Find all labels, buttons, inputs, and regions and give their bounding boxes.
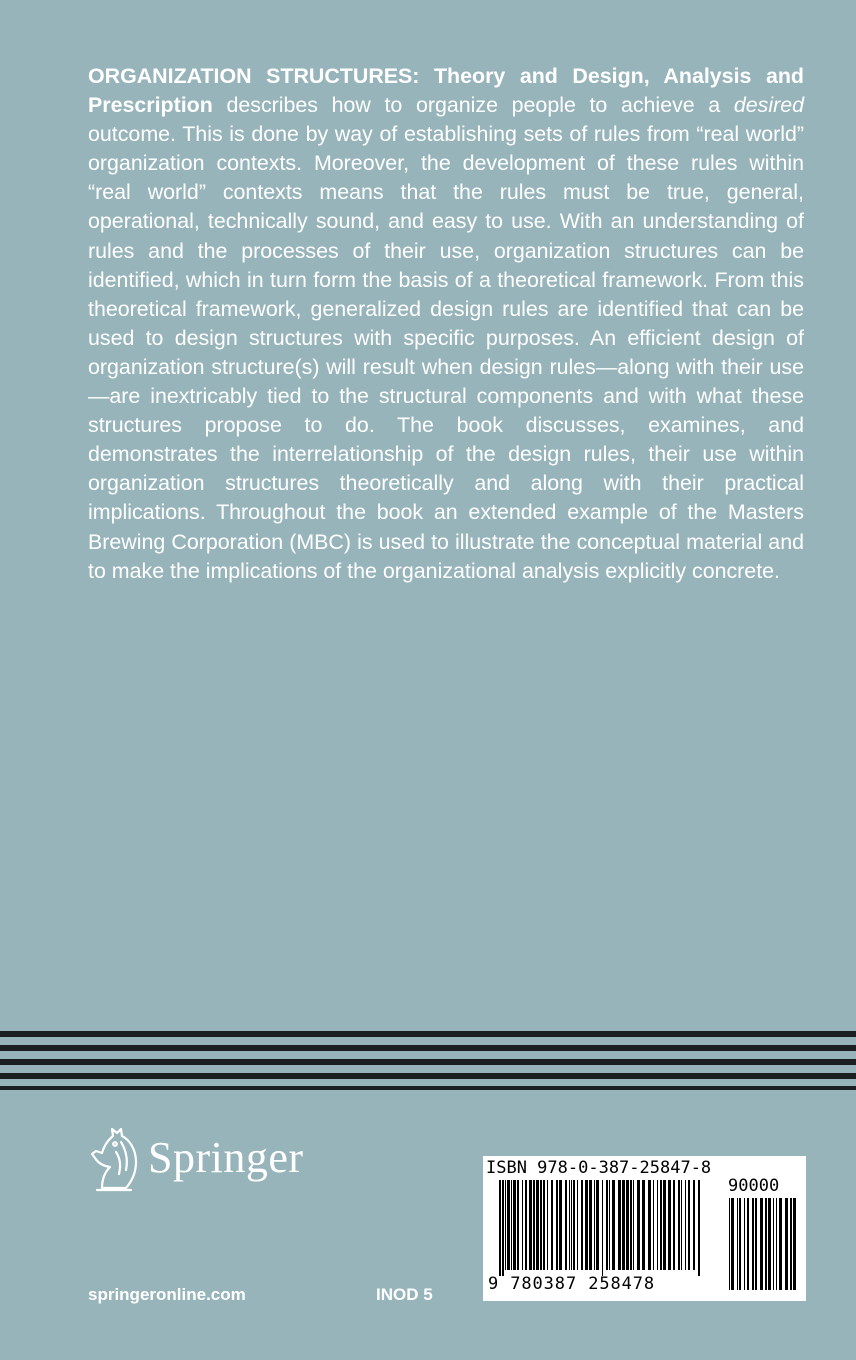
barcode-bar [739, 1198, 741, 1290]
barcode-bar [618, 1180, 621, 1270]
decorative-rule [0, 1059, 856, 1065]
barcode-bar [525, 1180, 527, 1270]
barcode-bar [556, 1180, 558, 1270]
barcode-bar [657, 1180, 658, 1270]
barcode-bar [637, 1180, 640, 1270]
barcode-bar [793, 1198, 796, 1290]
barcode-bar [581, 1180, 583, 1270]
barcode-bar [573, 1180, 575, 1270]
barcode-bar [529, 1180, 532, 1270]
publisher-name: Springer [148, 1133, 304, 1182]
barcode-bar [505, 1180, 506, 1270]
decorative-rule [0, 1086, 856, 1090]
barcode-bar [653, 1180, 654, 1270]
addon-barcode-bars [729, 1198, 797, 1296]
publisher-website: springeronline.com [88, 1285, 246, 1304]
barcode-bar [678, 1180, 680, 1270]
barcode-bar [773, 1198, 774, 1290]
book-description [88, 62, 804, 586]
barcode-bar [768, 1198, 771, 1290]
book-title: ORGANIZATION STRUCTURES: Theory and Design, Analysis and Prescription [88, 64, 804, 118]
barcode-bar [594, 1180, 595, 1270]
barcode-bar [513, 1180, 516, 1270]
barcode-bar [543, 1180, 545, 1270]
barcode-bar [569, 1180, 570, 1270]
description-emphasis: desired [733, 93, 804, 118]
barcode-bar [577, 1180, 578, 1270]
barcode-bar [626, 1180, 629, 1270]
ean-barcode-bars [499, 1180, 703, 1276]
barcode-bar [502, 1180, 504, 1276]
barcode-bar [606, 1180, 608, 1270]
barcode-bar [602, 1180, 603, 1276]
barcode-bar [779, 1198, 782, 1290]
barcode-bar [785, 1198, 788, 1290]
barcode-bar [642, 1180, 645, 1270]
barcode-bar [755, 1198, 757, 1290]
barcode-bar [790, 1198, 792, 1290]
barcode-bar [663, 1180, 666, 1270]
barcode-bar [681, 1180, 682, 1270]
barcode-bar [776, 1198, 777, 1290]
barcode-bar [507, 1180, 510, 1270]
barcode-bar [596, 1180, 599, 1270]
barcode-bar [747, 1198, 749, 1290]
barcode-bar [698, 1180, 700, 1276]
price-code: 90000 [728, 1176, 780, 1196]
barcode-bar [633, 1180, 634, 1270]
isbn-number: ISBN 978-0-387-25847-8 [486, 1158, 712, 1178]
barcode-bar [737, 1198, 738, 1290]
barcode-bar [668, 1180, 671, 1270]
barcode-bar [533, 1180, 535, 1270]
barcode-bar [729, 1198, 730, 1290]
barcode-bar [731, 1198, 734, 1290]
barcode-bar [688, 1180, 690, 1270]
barcode-bar [693, 1180, 695, 1270]
isbn-barcode [483, 1156, 806, 1301]
barcode-bar [752, 1198, 754, 1290]
barcode-bar [499, 1180, 501, 1276]
decorative-rule [0, 1073, 856, 1079]
decorative-rule [0, 1031, 856, 1037]
decorative-rule [0, 1045, 856, 1051]
barcode-bar [609, 1180, 610, 1270]
springer-logo [88, 1126, 328, 1196]
barcode-bar [511, 1180, 512, 1270]
barcode-bar [630, 1180, 632, 1270]
ean-digits: 9 780387 258478 [488, 1274, 656, 1294]
barcode-bar [522, 1180, 523, 1270]
barcode-bar [685, 1180, 686, 1270]
inventory-code: INOD 5 [376, 1285, 433, 1304]
barcode-bar [612, 1180, 615, 1270]
barcode-bar [536, 1180, 539, 1270]
barcode-bar [547, 1180, 548, 1270]
barcode-bar [589, 1180, 592, 1270]
barcode-bar [585, 1180, 588, 1270]
description-part-1: describes how to organize people to achieve a [212, 93, 734, 118]
barcode-bar [660, 1180, 662, 1270]
barcode-bar [517, 1180, 519, 1270]
barcode-bar [760, 1198, 763, 1290]
barcode-bar [673, 1180, 675, 1270]
barcode-bar [765, 1198, 767, 1290]
barcode-bar [648, 1180, 651, 1270]
barcode-bar [571, 1180, 572, 1270]
barcode-bar [744, 1198, 745, 1290]
barcode-bar [551, 1180, 553, 1270]
barcode-bar [565, 1180, 567, 1270]
barcode-bar [622, 1180, 625, 1270]
barcode-bar [559, 1180, 562, 1270]
barcode-bar [540, 1180, 542, 1270]
description-part-2: outcome. This is done by way of establishing sets of rules from “real world” organization contexts. Moreover, the development of these rules within “real world” contexts means that the rules must be true, general, operational, technically sound, and easy to use. With an understanding of rules and the processes of their use, organization structures can be identified, which in turn form the basis of a theoretical framework. From this theoretical framework, generalized design rules are identified that can be used to design structures with specific purposes. An efficient design of organization structure(s) will result when design rules—along with their use—are inextricably tied to the structural components and with what these structures propose to do. The book discusses, examines, and demonstrates the interrelationship of the design rules, their use within organization structures theoretically and along with their practical implications. Throughout the book an extended example of the Masters Brewing Corporation (MBC) is used to illustrate the conceptual material and to make the implications of the organizational analysis explicitly concrete. [88, 122, 804, 583]
chess-knight-icon [88, 1126, 140, 1194]
